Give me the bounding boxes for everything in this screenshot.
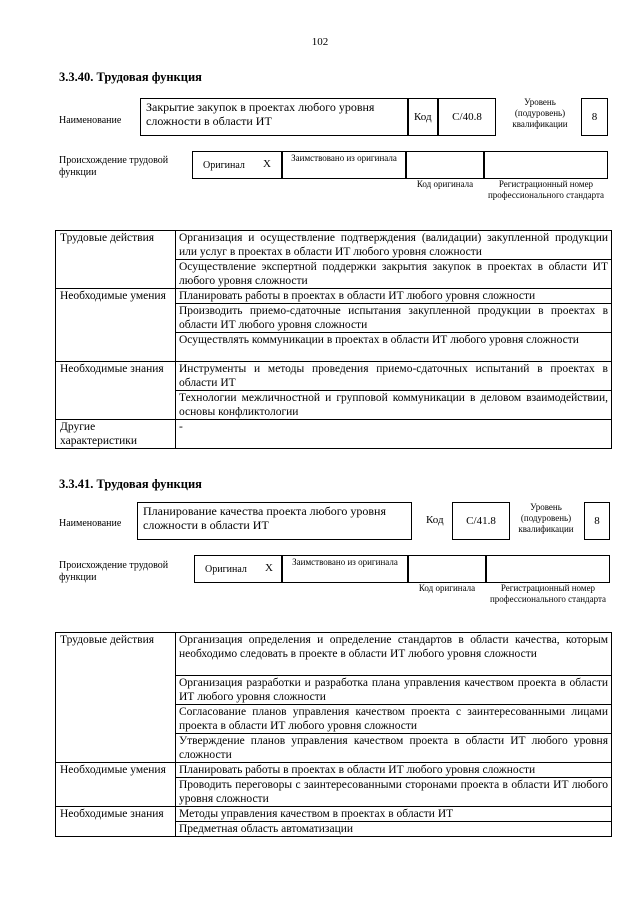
code-original-label: Код оригинала: [418, 583, 476, 593]
level-value: 8: [584, 502, 610, 540]
table-row: [56, 231, 612, 260]
name-value: Закрытие закупок в проектах любого уровня сложности в области ИТ: [140, 98, 408, 136]
row-label: Трудовые действия: [56, 633, 176, 763]
code-original-label: Код оригинала: [416, 179, 474, 189]
code-value: C/40.8: [438, 98, 496, 136]
origin-label: Происхождение трудовой функции: [59, 155, 169, 178]
table-row: [56, 807, 612, 822]
function-table: [55, 632, 612, 837]
table-row: [56, 362, 612, 391]
original-mark: X: [265, 562, 273, 574]
code-original-box: [406, 151, 484, 179]
row-item: Осуществление экспертной поддержки закрытия закупок в проектах в области ИТ любого уровня сложности: [176, 260, 612, 289]
name-value: Планирование качества проекта любого уровня сложности в области ИТ: [137, 502, 412, 540]
borrowed-label: Заимствовано из оригинала: [282, 555, 408, 583]
level-value: 8: [581, 98, 608, 136]
row-label: Необходимые знания: [56, 362, 176, 420]
origin-label: Происхождение трудовой функции: [59, 560, 169, 583]
reg-number-label: Регистрационный номер профессионального стандарта: [487, 179, 605, 200]
row-label: Необходимые знания: [56, 807, 176, 837]
row-label: Трудовые действия: [56, 231, 176, 289]
table-row: [56, 420, 612, 449]
row-item: Согласование планов управления качеством проекта с заинтересованными лицами проекта в области ИТ любого уровня сложности: [176, 705, 612, 734]
code-label: Код: [414, 111, 432, 123]
code-value: C/41.8: [452, 502, 510, 540]
original-mark: X: [263, 158, 271, 170]
row-item: Организация разработки и разработка плана управления качеством проекта в области ИТ любого уровня сложности: [176, 676, 612, 705]
page-number: 102: [311, 36, 329, 48]
row-item: Организация определения и определение стандартов в области качества, которым необходимо следовать в проекте в области ИТ любого уровня сложности: [176, 633, 612, 676]
original-label: Оригинал: [205, 564, 247, 575]
row-label: Другие характеристики: [56, 420, 176, 449]
section-title: 3.3.40. Трудовая функция: [59, 70, 202, 84]
original-cell: [194, 555, 282, 583]
row-item: Организация и осуществление подтверждения (валидации) закупленной продукции или услуг в проектах в области ИТ любого уровня сложности: [176, 231, 612, 260]
name-label: Наименование: [59, 115, 122, 126]
row-item: Планировать работы в проектах в области ИТ любого уровня сложности: [176, 289, 612, 304]
row-label: Необходимые умения: [56, 289, 176, 362]
reg-number-box: [484, 151, 608, 179]
table-row: [56, 633, 612, 676]
row-item: Инструменты и методы проведения приемо-сдаточных испытаний в проектах в области ИТ: [176, 362, 612, 391]
row-item: Технологии межличностной и групповой коммуникации в деловом взаимодействии, основы конфликтологии: [176, 391, 612, 420]
borrowed-label: Заимствовано из оригинала: [282, 151, 406, 179]
row-item: Планировать работы в проектах в области ИТ любого уровня сложности: [176, 763, 612, 778]
table-row: [56, 763, 612, 778]
level-label: Уровень (подуровень) квалификации: [512, 97, 568, 129]
code-original-box: [408, 555, 486, 583]
row-item: Производить приемо-сдаточные испытания закупленной продукции в проектах в области ИТ любого уровня сложности: [176, 304, 612, 333]
original-label: Оригинал: [203, 160, 245, 171]
row-item: Предметная область автоматизации: [176, 822, 612, 837]
level-label: Уровень (подуровень) квалификации: [518, 502, 574, 534]
reg-number-label: Регистрационный номер профессионального стандарта: [489, 583, 607, 604]
reg-number-box: [486, 555, 610, 583]
row-item: -: [176, 420, 612, 449]
row-item: Осуществлять коммуникации в проектах в области ИТ любого уровня сложности: [176, 333, 612, 362]
row-label: Необходимые умения: [56, 763, 176, 807]
name-label: Наименование: [59, 518, 122, 529]
table-row: [56, 289, 612, 304]
row-item: Утверждение планов управления качеством проекта в области ИТ любого уровня сложности: [176, 734, 612, 763]
original-cell: [192, 151, 282, 179]
section-title: 3.3.41. Трудовая функция: [59, 477, 202, 491]
row-item: Проводить переговоры с заинтересованными сторонами проекта в области ИТ любого уровня сложности: [176, 778, 612, 807]
function-table: [55, 230, 612, 449]
code-label: Код: [426, 514, 444, 526]
row-item: Методы управления качеством в проектах в области ИТ: [176, 807, 612, 822]
